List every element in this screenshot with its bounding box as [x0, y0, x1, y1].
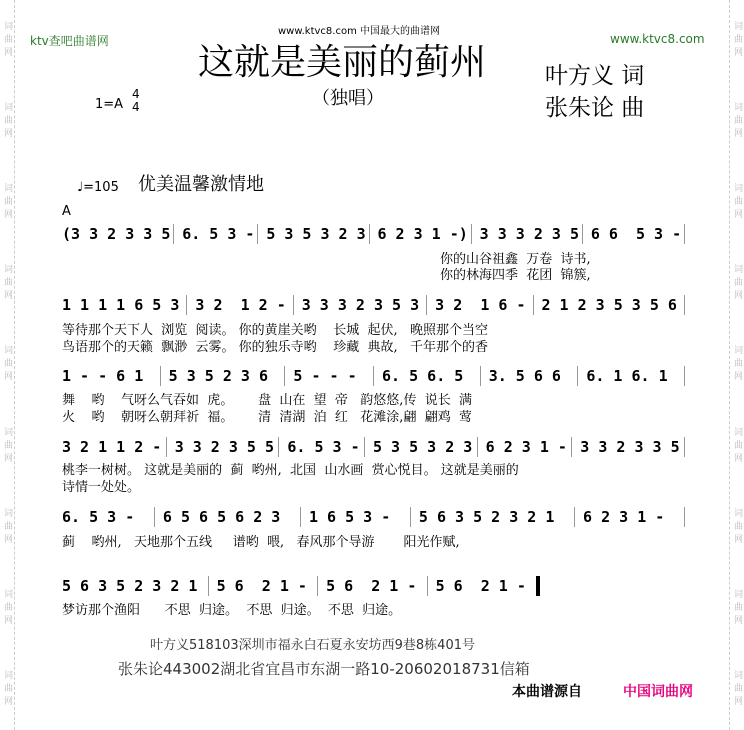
measure: 5 3 5 3 2 3 [258, 224, 369, 244]
notation-row [60, 507, 685, 527]
lyrics-line: 等待那个天下人 浏览 阅读。 你的黄崖关哟 长城 起伏, 晚照那个当空 [62, 323, 488, 338]
watermark-text: 词曲网 [2, 102, 12, 142]
measure: 5 6 2 1 - [428, 576, 540, 596]
lyrics-line: 桃李一树树。 这就是美丽的 蓟 哟州, 北国 山水画 赏心悦目。 这就是美丽的 [62, 463, 519, 478]
measure: 6 2 3 1 -) [370, 224, 472, 244]
measure: 5 3 5 3 2 3 [365, 437, 478, 457]
time-top: 4 [132, 87, 140, 101]
watermark-text: 词曲网 [2, 21, 12, 61]
measure: 5 6 3 5 2 3 2 1 [411, 507, 575, 527]
watermark-text: 词曲网 [2, 345, 12, 385]
measure: 3. 5 6 6 [481, 366, 579, 386]
composer-address: 张朱论443002湖北省宜昌市东湖一路10-20602018731信箱 [118, 660, 530, 678]
lyrics-line: 你的林海四季 花团 锦簇, [440, 268, 591, 283]
notation-row [60, 576, 540, 596]
time-signature [132, 88, 140, 114]
measure: 1 6 5 3 - [301, 507, 411, 527]
lyrics-line: 火 哟 朝呀么朝拜祈 福。 清 清湖 泊 红 花滩涂,翩 翩鸡 莺 [62, 410, 472, 425]
watermark-text: 词曲网 [2, 426, 12, 466]
measure: 6. 1 6. 1 [578, 366, 685, 386]
notation-row [60, 366, 685, 386]
measure: 6. 5 3 - [279, 437, 365, 457]
measure: 5 3 5 2 3 6 [161, 366, 286, 386]
watermark-text: 词曲网 [732, 426, 742, 466]
watermark-text: 词曲网 [2, 183, 12, 223]
site-left-label[interactable]: ktv查吧曲谱网 [30, 34, 109, 48]
watermark-text: 词曲网 [732, 102, 742, 142]
lyricist-address: 叶方义518103深圳市福永白石夏永安坊西9巷8栋401号 [150, 638, 475, 653]
lyrics-line: 诗情一处处。 [62, 480, 141, 495]
lyrics-line: 蓟 哟州, 天地那个五线 谱哟 喂, 春风那个导游 阳光作赋, [62, 535, 460, 550]
measure: 6. 5 6. 5 [374, 366, 481, 386]
watermark-text: 词曲网 [732, 345, 742, 385]
lyrics-line: 梦访那个渔阳 不思 归途。 不思 归途。 不思 归途。 [62, 603, 402, 618]
source-label: 本曲谱源自 [512, 684, 582, 700]
measure: 3 2 1 6 - [427, 295, 533, 315]
measure: 6 2 3 1 - [478, 437, 573, 457]
measure: 5 - - - [285, 366, 374, 386]
notation-row [60, 437, 685, 457]
key-signature: 1=A [95, 97, 124, 112]
lyricist: 叶方义 词 [545, 63, 645, 89]
measure: 1 - - 6 1 [60, 366, 161, 386]
watermark-text: 词曲网 [732, 264, 742, 304]
measure: 3 3 2 3 3 5 [572, 437, 685, 457]
left-watermark-strip [0, 0, 15, 730]
site-right-label[interactable]: www.ktvc8.com [610, 32, 705, 46]
watermark-text: 词曲网 [732, 507, 742, 547]
measure: 6 6 5 3 - [583, 224, 685, 244]
measure: 5 6 2 1 - [318, 576, 427, 596]
watermark-text: 词曲网 [732, 21, 742, 61]
section-mark: A [62, 204, 71, 219]
measure: 6. 5 3 - [174, 224, 258, 244]
lyrics-line: 你的山谷祖鑫 万卷 诗书, [440, 252, 591, 267]
measure: 1 1 1 1 6 5 3 [60, 295, 187, 315]
measure: 5 6 3 5 2 3 2 1 [60, 576, 209, 596]
watermark-text: 词曲网 [732, 588, 742, 628]
watermark-text: 词曲网 [2, 669, 12, 709]
watermark-text: 词曲网 [732, 183, 742, 223]
measure: 3 3 3 2 3 5 [472, 224, 583, 244]
measure: 6. 5 3 - [60, 507, 155, 527]
measure: 3 2 1 1 2 - [60, 437, 167, 457]
measure: 6 2 3 1 - [575, 507, 685, 527]
tempo-mark: ♩=105 [77, 180, 119, 195]
notation-row [60, 224, 685, 244]
measure: (3 3 2 3 3 5 [60, 224, 174, 244]
right-watermark-strip [729, 0, 744, 730]
measure: 6 5 6 5 6 2 3 [155, 507, 301, 527]
watermark-text: 词曲网 [2, 588, 12, 628]
lyrics-line: 鸟语那个的天籁 飘渺 云雾。 你的独乐寺哟 珍藏 典故, 千年那个的香 [62, 340, 488, 355]
measure: 5 6 2 1 - [209, 576, 318, 596]
measure: 3 3 2 3 5 5 [167, 437, 280, 457]
watermark-text: 词曲网 [2, 507, 12, 547]
expression-mark: 优美温馨激情地 [138, 174, 264, 195]
notation-row [60, 295, 685, 315]
measure: 3 3 3 2 3 5 3 [294, 295, 427, 315]
song-subtitle: （独唱） [312, 88, 384, 109]
source-site-link[interactable]: 中国词曲网 [623, 684, 693, 700]
time-bottom: 4 [132, 100, 140, 114]
watermark-text: 词曲网 [2, 264, 12, 304]
lyrics-line: 舞 哟 气呀么气吞如 虎。 盘 山在 望 帝 韵悠悠,传 说长 满 [62, 393, 472, 408]
site-center-label[interactable]: www.ktvc8.com 中国最大的曲谱网 [278, 26, 441, 37]
watermark-text: 词曲网 [732, 669, 742, 709]
composer: 张朱论 曲 [545, 95, 645, 121]
measure: 3 2 1 2 - [187, 295, 293, 315]
measure: 2 1 2 3 5 3 5 6 [534, 295, 685, 315]
song-title: 这就是美丽的蓟州 [198, 42, 487, 83]
